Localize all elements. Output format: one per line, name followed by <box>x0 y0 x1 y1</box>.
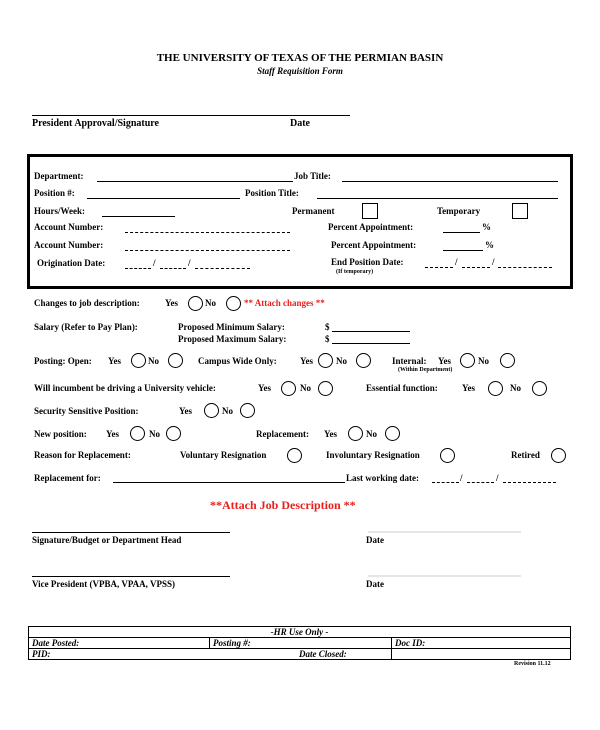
percent-appointment-2-label: Percent Appointment: <box>331 240 417 250</box>
last-working-label: Last working date: <box>346 473 420 483</box>
vice-president-signature-line[interactable] <box>32 576 230 577</box>
vehicle-no-label: No <box>300 383 311 393</box>
budget-head-date-label: Date <box>366 535 384 545</box>
permanent-label: Permanent <box>292 206 335 216</box>
posting-open-no-radio[interactable] <box>168 353 183 368</box>
posting-open-label: Posting: Open: <box>34 356 92 366</box>
attach-changes-note: ** Attach changes ** <box>244 298 325 308</box>
hr-use-only-title: -HR Use Only - <box>29 627 571 638</box>
budget-head-label: Signature/Budget or Department Head <box>32 535 182 545</box>
campus-wide-no-label: No <box>336 356 347 366</box>
university-title: THE UNIVERSITY OF TEXAS OF THE PERMIAN BASIN <box>156 52 444 64</box>
end-day-field[interactable] <box>462 267 490 268</box>
percent-appointment-2-field[interactable] <box>443 250 483 251</box>
campus-wide-yes-label: Yes <box>300 356 313 366</box>
origination-slash-1: / <box>153 258 156 268</box>
doc-id-cell[interactable]: Doc ID: <box>392 638 571 649</box>
changes-yes-radio[interactable] <box>188 296 203 311</box>
hours-week-label: Hours/Week: <box>34 206 85 216</box>
essential-function-label: Essential function: <box>366 383 438 393</box>
hr-use-only-table <box>28 626 571 660</box>
date-posted-cell[interactable]: Date Posted: <box>29 638 210 649</box>
campus-wide-label: Campus Wide Only: <box>198 356 277 366</box>
last-working-year-field[interactable] <box>503 482 556 483</box>
account-number-2-field[interactable] <box>125 250 290 251</box>
percent-sign-1: % <box>482 222 491 232</box>
temporary-label: Temporary <box>437 206 481 216</box>
voluntary-radio[interactable] <box>287 448 302 463</box>
temporary-checkbox[interactable] <box>512 203 528 219</box>
account-number-2-label: Account Number: <box>34 240 104 250</box>
campus-wide-no-radio[interactable] <box>356 353 371 368</box>
permanent-checkbox[interactable] <box>362 203 378 219</box>
new-position-no-radio[interactable] <box>166 426 181 441</box>
vehicle-label: Will incumbent be driving a University vehicle: <box>34 383 216 393</box>
end-month-field[interactable] <box>425 267 453 268</box>
internal-no-radio[interactable] <box>500 353 515 368</box>
replacement-yes-radio[interactable] <box>348 426 363 441</box>
within-department-note: (Within Department) <box>398 367 453 373</box>
position-title-field[interactable] <box>317 198 558 199</box>
proposed-max-dollar: $ <box>325 334 330 344</box>
replacement-for-label: Replacement for: <box>34 473 101 483</box>
changes-yes-label: Yes <box>165 298 178 308</box>
position-number-field[interactable] <box>87 198 240 199</box>
replacement-label: Replacement: <box>256 429 309 439</box>
position-number-label: Position #: <box>34 188 75 198</box>
vice-president-date-line[interactable] <box>368 575 521 577</box>
internal-yes-radio[interactable] <box>460 353 475 368</box>
last-working-slash-2: / <box>496 473 499 483</box>
replacement-no-radio[interactable] <box>385 426 400 441</box>
attach-job-description-note: **Attach Job Description ** <box>210 498 356 512</box>
origination-month-field[interactable] <box>125 268 151 269</box>
percent-sign-2: % <box>485 240 494 250</box>
proposed-min-field[interactable] <box>332 331 410 332</box>
new-position-label: New position: <box>34 429 87 439</box>
job-title-label: Job Title: <box>294 171 331 181</box>
origination-day-field[interactable] <box>160 268 186 269</box>
last-working-day-field[interactable] <box>467 482 494 483</box>
end-position-date-label: End Position Date: <box>331 257 404 267</box>
department-field[interactable] <box>97 181 293 182</box>
replacement-yes-label: Yes <box>324 429 337 439</box>
security-yes-radio[interactable] <box>204 403 219 418</box>
reason-label: Reason for Replacement: <box>34 450 131 460</box>
origination-slash-2: / <box>188 258 191 268</box>
blank-cell[interactable] <box>392 649 571 660</box>
budget-head-date-line[interactable] <box>368 531 521 533</box>
pid-label: PID: <box>32 649 51 659</box>
security-no-label: No <box>222 406 233 416</box>
end-slash-1: / <box>455 257 458 267</box>
security-label: Security Sensitive Position: <box>34 406 139 416</box>
posting-number-cell[interactable]: Posting #: <box>210 638 392 649</box>
changes-no-label: No <box>205 298 216 308</box>
proposed-max-label: Proposed Maximum Salary: <box>178 334 287 344</box>
retired-radio[interactable] <box>551 448 566 463</box>
department-label: Department: <box>34 171 84 181</box>
position-title-label: Position Title: <box>245 188 299 198</box>
voluntary-label: Voluntary Resignation <box>180 450 267 460</box>
security-no-radio[interactable] <box>240 403 255 418</box>
replacement-no-label: No <box>366 429 377 439</box>
internal-yes-label: Yes <box>438 356 451 366</box>
posting-open-yes-radio[interactable] <box>131 353 146 368</box>
end-slash-2: / <box>492 257 495 267</box>
percent-appointment-1-label: Percent Appointment: <box>328 222 414 232</box>
changes-no-radio[interactable] <box>226 296 241 311</box>
proposed-max-field[interactable] <box>332 343 410 344</box>
hours-week-field[interactable] <box>102 216 175 217</box>
replacement-for-field[interactable] <box>113 482 345 483</box>
end-year-field[interactable] <box>498 267 552 268</box>
origination-date-label: Origination Date: <box>37 258 106 268</box>
revision-note: Revision 11.12 <box>514 661 551 667</box>
account-number-1-label: Account Number: <box>34 222 104 232</box>
vehicle-yes-label: Yes <box>258 383 271 393</box>
vice-president-date-label: Date <box>366 579 384 589</box>
budget-head-signature-line[interactable] <box>32 532 230 533</box>
posting-open-no-label: No <box>148 356 159 366</box>
last-working-month-field[interactable] <box>432 482 459 483</box>
involuntary-radio[interactable] <box>440 448 455 463</box>
president-date-label: Date <box>290 118 310 129</box>
retired-label: Retired <box>511 450 540 460</box>
security-yes-label: Yes <box>179 406 192 416</box>
internal-label: Internal: <box>392 356 427 366</box>
new-position-no-label: No <box>149 429 160 439</box>
president-signature-line[interactable] <box>32 115 350 116</box>
form-title: Staff Requisition Form <box>257 66 343 76</box>
account-number-1-field[interactable] <box>125 232 290 233</box>
last-working-slash-1: / <box>460 473 463 483</box>
essential-yes-label: Yes <box>462 383 475 393</box>
percent-appointment-1-field[interactable] <box>443 232 480 233</box>
campus-wide-yes-radio[interactable] <box>318 353 333 368</box>
posting-open-yes-label: Yes <box>108 356 121 366</box>
vehicle-no-radio[interactable] <box>318 381 333 396</box>
essential-no-label: No <box>510 383 521 393</box>
involuntary-label: Involuntary Resignation <box>326 450 420 460</box>
job-title-field[interactable] <box>342 181 558 182</box>
salary-label: Salary (Refer to Pay Plan): <box>34 322 138 332</box>
new-position-yes-radio[interactable] <box>130 426 145 441</box>
if-temporary-note: (If temporary) <box>336 269 374 275</box>
vice-president-label: Vice President (VPBA, VPAA, VPSS) <box>32 579 175 589</box>
president-signature-label: President Approval/Signature <box>32 118 159 129</box>
proposed-min-label: Proposed Minimum Salary: <box>178 322 285 332</box>
essential-no-radio[interactable] <box>532 381 547 396</box>
essential-yes-radio[interactable] <box>488 381 503 396</box>
changes-label: Changes to job description: <box>34 298 140 308</box>
new-position-yes-label: Yes <box>106 429 119 439</box>
date-closed-label: Date Closed: <box>299 649 347 659</box>
internal-no-label: No <box>478 356 489 366</box>
origination-year-field[interactable] <box>195 268 250 269</box>
pid-cell[interactable] <box>29 649 392 660</box>
proposed-min-dollar: $ <box>325 322 330 332</box>
vehicle-yes-radio[interactable] <box>281 381 296 396</box>
